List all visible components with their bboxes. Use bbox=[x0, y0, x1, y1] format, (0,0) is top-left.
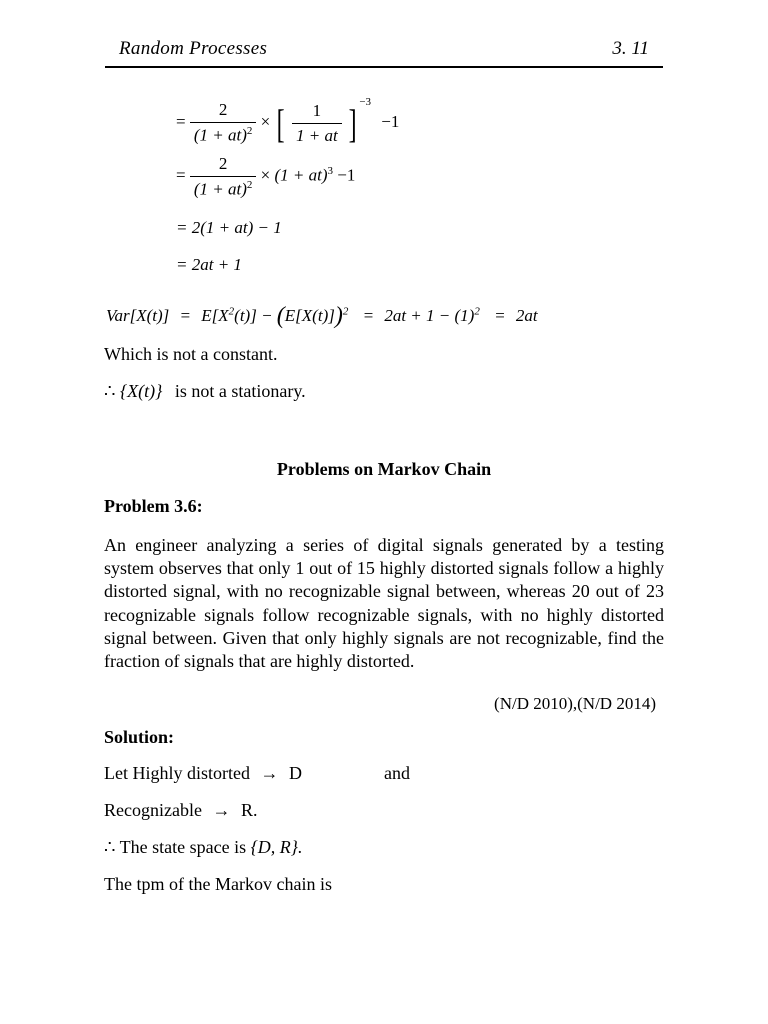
running-header bbox=[105, 36, 663, 68]
equals-sign: = bbox=[362, 306, 375, 325]
square-exponent: 2 bbox=[228, 305, 235, 318]
state-space-prefix: The state space is bbox=[119, 837, 247, 857]
fraction bbox=[190, 100, 257, 146]
state-space-set: {D, R}. bbox=[250, 837, 303, 857]
therefore-symbol: ∴ bbox=[104, 837, 116, 857]
process-symbol: {X(t)} bbox=[119, 381, 163, 401]
state-space-line bbox=[104, 837, 302, 858]
equation-line-3: = 2(1 + at) − 1 bbox=[176, 218, 282, 237]
variance-equation bbox=[106, 303, 538, 330]
not-stationary-text: is not a stationary. bbox=[174, 381, 306, 401]
times-sign: × bbox=[260, 112, 271, 131]
not-constant-text: Which is not a constant. bbox=[104, 344, 278, 364]
numerator: 2 bbox=[190, 154, 257, 177]
minus-one: −1 bbox=[381, 112, 400, 131]
exponent: 2 bbox=[246, 125, 253, 138]
variance-middle: 2at + 1 − (1) bbox=[384, 306, 475, 325]
exponent: 2 bbox=[246, 179, 253, 191]
denominator bbox=[190, 177, 257, 200]
therefore-symbol: ∴ bbox=[104, 381, 116, 401]
problem-body: An engineer analyzing a series of digital signals generated by a testing system observes that only 1 out of 15 highly distorted signals follow a highly distorted signal, with no recognizable signal between, whereas 20 out of 23 recognizable signals follow recognizable signals, with no highly distorted signal between. Given that only highly signals are not recognizable, find the fraction of signals that are highly distorted. bbox=[104, 535, 664, 672]
variance-lhs: Var[X(t)] bbox=[106, 306, 170, 325]
equals-sign: = bbox=[494, 306, 506, 325]
inner-denominator: 1 + at bbox=[296, 125, 338, 145]
close-paren: ) bbox=[334, 303, 343, 329]
mean-term: E[X(t)] bbox=[284, 306, 335, 325]
chapter-title: Random Processes bbox=[119, 38, 268, 59]
open-paren: ( bbox=[276, 303, 285, 329]
equation-line-2 bbox=[176, 154, 355, 200]
inner-fraction bbox=[292, 101, 342, 146]
arrow-icon: → bbox=[260, 763, 279, 783]
denominator-base: (1 + at) bbox=[193, 179, 247, 199]
equation-line-4: = 2at + 1 bbox=[176, 255, 242, 274]
denominator bbox=[190, 123, 257, 146]
arrow-icon: → bbox=[212, 800, 231, 820]
section-title: Problems on Markov Chain bbox=[276, 459, 492, 479]
and-word: and bbox=[384, 763, 410, 783]
second-moment-end: (t)] − bbox=[234, 306, 277, 325]
times-sign: × bbox=[260, 165, 271, 185]
mean-square-exponent: 2 bbox=[342, 305, 349, 318]
fraction bbox=[190, 154, 257, 200]
middle-exponent: 2 bbox=[474, 305, 480, 318]
numerator: 2 bbox=[190, 100, 257, 123]
equals-sign: = bbox=[179, 306, 192, 325]
definition-d bbox=[104, 763, 410, 784]
definition-r bbox=[104, 800, 257, 821]
tpm-intro: The tpm of the Markov chain is bbox=[104, 874, 332, 894]
state-r: R. bbox=[240, 800, 258, 820]
page-number: 3. 11 bbox=[612, 38, 649, 59]
factor-exponent: 3 bbox=[327, 165, 333, 178]
inner-numerator: 1 bbox=[292, 101, 342, 124]
variance-result: 2at bbox=[515, 306, 538, 325]
state-d: D bbox=[288, 763, 302, 783]
outer-exponent: −3 bbox=[359, 96, 372, 108]
conclusion-line bbox=[104, 381, 306, 402]
right-bracket: ] bbox=[348, 100, 357, 146]
equals-sign: = bbox=[176, 165, 186, 185]
problem-label: Problem 3.6: bbox=[104, 496, 203, 516]
denominator-base: (1 + at) bbox=[193, 125, 247, 145]
solution-label: Solution: bbox=[104, 727, 175, 747]
factor: (1 + at) bbox=[274, 165, 328, 185]
left-bracket: [ bbox=[277, 100, 286, 146]
equation-line-1 bbox=[176, 96, 399, 147]
equals-sign: = bbox=[176, 112, 186, 131]
second-moment: E[X bbox=[201, 306, 229, 325]
recognizable-prefix: Recognizable bbox=[104, 800, 202, 820]
minus-one: −1 bbox=[337, 165, 356, 185]
citation: (N/D 2010),(N/D 2014) bbox=[494, 694, 656, 713]
let-prefix: Let Highly distorted bbox=[104, 763, 250, 783]
